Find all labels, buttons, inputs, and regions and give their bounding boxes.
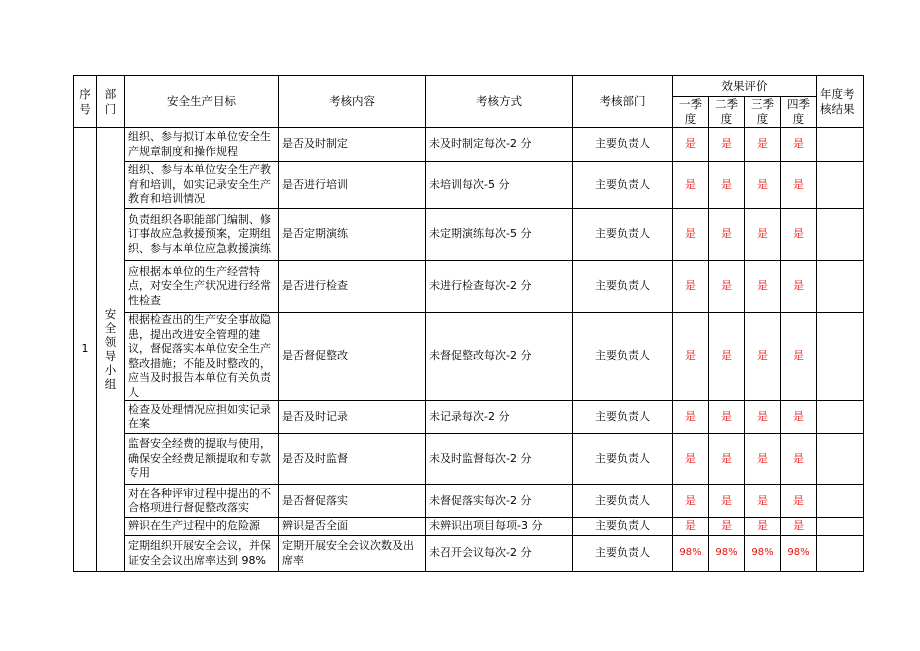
cell-check-dept: 主要负责人	[573, 485, 673, 518]
cell-q1: 是	[673, 518, 709, 536]
cell-check-dept: 主要负责人	[573, 209, 673, 261]
header-eval: 效果评价	[673, 76, 817, 97]
cell-q4: 98%	[781, 536, 817, 572]
cell-goal: 组织、参与拟订本单位安全生产规章制度和操作规程	[125, 128, 279, 162]
header-check-dept: 考核部门	[573, 76, 673, 128]
group-seq: 1	[74, 128, 97, 572]
cell-q3: 是	[745, 128, 781, 162]
group-dept: 安全领导小组	[97, 128, 125, 572]
cell-q2: 是	[709, 518, 745, 536]
cell-check-dept: 主要负责人	[573, 261, 673, 313]
cell-method: 未定期演练每次-5 分	[426, 209, 573, 261]
assessment-table	[73, 75, 864, 572]
cell-q1: 98%	[673, 536, 709, 572]
cell-q1: 是	[673, 434, 709, 485]
cell-q1: 是	[673, 261, 709, 313]
cell-q3: 是	[745, 518, 781, 536]
cell-content: 是否督促落实	[279, 485, 426, 518]
cell-goal: 根据检查出的生产安全事故隐患，提出改进安全管理的建议，督促落实本单位安全生产整改措施；不能及时整改的，应当及时报告本单位有关负责人	[125, 313, 279, 401]
cell-q2: 是	[709, 261, 745, 313]
header-dept: 部门	[97, 76, 125, 128]
cell-q4: 是	[781, 128, 817, 162]
cell-content: 是否督促整改	[279, 313, 426, 401]
header-content: 考核内容	[279, 76, 426, 128]
header-method: 考核方式	[426, 76, 573, 128]
header-seq: 序号	[74, 76, 97, 128]
cell-q4: 是	[781, 518, 817, 536]
cell-q3: 是	[745, 485, 781, 518]
cell-q2: 是	[709, 313, 745, 401]
cell-goal: 定期组织开展安全会议，并保证安全会议出席率达到 98%	[125, 536, 279, 572]
cell-annual	[817, 128, 864, 162]
cell-method: 未召开会议每次-2 分	[426, 536, 573, 572]
header-q2: 二季度	[709, 97, 745, 128]
cell-q2: 是	[709, 485, 745, 518]
table-row	[74, 128, 864, 162]
cell-q1: 是	[673, 313, 709, 401]
table-row	[74, 313, 864, 401]
cell-q2: 是	[709, 209, 745, 261]
cell-check-dept: 主要负责人	[573, 434, 673, 485]
cell-method: 未督促整改每次-2 分	[426, 313, 573, 401]
table-row	[74, 261, 864, 313]
table-row	[74, 434, 864, 485]
cell-goal: 组织、参与本单位安全生产教育和培训，如实记录安全生产教育和培训情况	[125, 162, 279, 209]
cell-q3: 是	[745, 261, 781, 313]
cell-q4: 是	[781, 485, 817, 518]
cell-content: 是否定期演练	[279, 209, 426, 261]
cell-q1: 是	[673, 209, 709, 261]
header-q1: 一季度	[673, 97, 709, 128]
cell-q2: 是	[709, 401, 745, 434]
cell-annual	[817, 518, 864, 536]
cell-annual	[817, 536, 864, 572]
cell-content: 是否及时制定	[279, 128, 426, 162]
cell-content: 是否及时监督	[279, 434, 426, 485]
header-goal: 安全生产目标	[125, 76, 279, 128]
cell-content: 辨识是否全面	[279, 518, 426, 536]
cell-q4: 是	[781, 209, 817, 261]
cell-content: 是否进行培训	[279, 162, 426, 209]
cell-goal: 对在各种评审过程中提出的不合格项进行督促整改落实	[125, 485, 279, 518]
cell-q3: 是	[745, 209, 781, 261]
cell-method: 未辨识出项目每项-3 分	[426, 518, 573, 536]
table-row	[74, 209, 864, 261]
cell-content: 是否及时记录	[279, 401, 426, 434]
cell-check-dept: 主要负责人	[573, 518, 673, 536]
cell-goal: 监督安全经费的提取与使用，确保安全经费足额提取和专款专用	[125, 434, 279, 485]
cell-annual	[817, 209, 864, 261]
cell-q1: 是	[673, 485, 709, 518]
cell-check-dept: 主要负责人	[573, 401, 673, 434]
cell-q2: 是	[709, 128, 745, 162]
cell-q4: 是	[781, 313, 817, 401]
cell-annual	[817, 401, 864, 434]
cell-check-dept: 主要负责人	[573, 162, 673, 209]
cell-annual	[817, 434, 864, 485]
cell-annual	[817, 261, 864, 313]
cell-goal: 检查及处理情况应担如实记录在案	[125, 401, 279, 434]
cell-annual	[817, 485, 864, 518]
cell-q1: 是	[673, 162, 709, 209]
cell-q3: 是	[745, 401, 781, 434]
cell-q2: 是	[709, 162, 745, 209]
header-q4: 四季度	[781, 97, 817, 128]
cell-method: 未督促落实每次-2 分	[426, 485, 573, 518]
cell-check-dept: 主要负责人	[573, 313, 673, 401]
cell-q3: 是	[745, 434, 781, 485]
header-q3: 三季度	[745, 97, 781, 128]
cell-q3: 是	[745, 162, 781, 209]
cell-annual	[817, 162, 864, 209]
header-annual: 年度考核结果	[817, 76, 864, 128]
cell-goal: 应根据本单位的生产经营特点，对安全生产状况进行经常性检查	[125, 261, 279, 313]
cell-check-dept: 主要负责人	[573, 128, 673, 162]
cell-method: 未及时制定每次-2 分	[426, 128, 573, 162]
cell-q4: 是	[781, 162, 817, 209]
table-row	[74, 401, 864, 434]
cell-content: 定期开展安全会议次数及出席率	[279, 536, 426, 572]
table-row	[74, 518, 864, 536]
cell-method: 未记录每次-2 分	[426, 401, 573, 434]
table-row	[74, 162, 864, 209]
table-row	[74, 536, 864, 572]
cell-method: 未及时监督每次-2 分	[426, 434, 573, 485]
table-row	[74, 485, 864, 518]
cell-q4: 是	[781, 434, 817, 485]
cell-annual	[817, 313, 864, 401]
cell-goal: 辨识在生产过程中的危险源	[125, 518, 279, 536]
cell-q1: 是	[673, 128, 709, 162]
cell-q3: 是	[745, 313, 781, 401]
cell-q3: 98%	[745, 536, 781, 572]
cell-q4: 是	[781, 401, 817, 434]
cell-goal: 负责组织各职能部门编制、修订事故应急救援预案，定期组织、参与本单位应急救援演练	[125, 209, 279, 261]
cell-q4: 是	[781, 261, 817, 313]
cell-q2: 是	[709, 434, 745, 485]
cell-q1: 是	[673, 401, 709, 434]
cell-check-dept: 主要负责人	[573, 536, 673, 572]
table-body	[74, 128, 864, 572]
cell-method: 未培训每次-5 分	[426, 162, 573, 209]
cell-method: 未进行检查每次-2 分	[426, 261, 573, 313]
cell-q2: 98%	[709, 536, 745, 572]
cell-content: 是否进行检查	[279, 261, 426, 313]
